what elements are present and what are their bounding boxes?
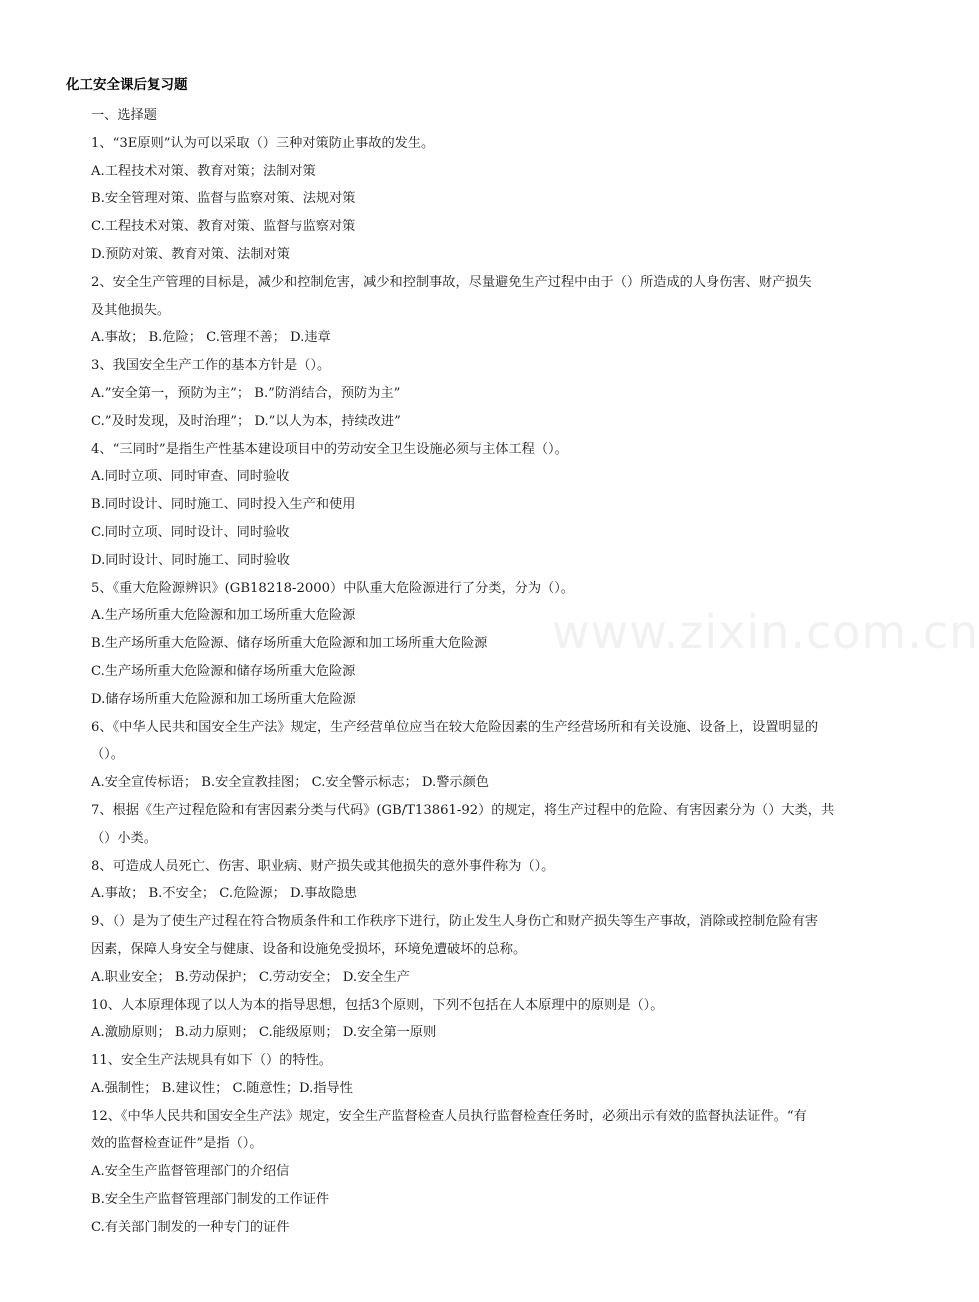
text-line: A.”安全第一，预防为主”； B.”防消结合，预防为主” (91, 385, 401, 401)
text-line: A.工程技术对策、教育对策；法制对策 (91, 163, 316, 179)
text-line: 12、《中华人民共和国安全生产法》规定，安全生产监督检查人员执行监督检查任务时，必须出示有效的监督执法证件。“有 (91, 1108, 807, 1124)
watermark: www.zixin.com.cn (552, 605, 979, 659)
text-line: 6、《中华人民共和国安全生产法》规定，生产经营单位应当在较大危险因素的生产经营场所和有关设施、设备上，设置明显的 (91, 719, 819, 735)
text-line: 9、（）是为了使生产过程在符合物质条件和工作秩序下进行，防止发生人身伤亡和财产损失等生产事故，消除或控制危险有害 (91, 914, 819, 930)
text-line: B.安全生产监督管理部门制发的工作证件 (91, 1192, 330, 1208)
text-line: 效的监督检查证件”是指（）。 (91, 1136, 263, 1152)
text-line: B.生产场所重大危险源、储存场所重大危险源和加工场所重大危险源 (91, 636, 488, 652)
text-line: 10、人本原理体现了以人为本的指导思想，包括3个原则，下列不包括在人本原理中的原则是（）。 (91, 997, 664, 1013)
text-line: B.安全管理对策、监督与监察对策、法规对策 (91, 191, 356, 207)
text-line: 因素，保障人身安全与健康、设备和设施免受损坏，环境免遭破坏的总称。 (91, 941, 527, 957)
text-line: C.生产场所重大危险源和储存场所重大危险源 (91, 663, 356, 679)
text-line: A.生产场所重大危险源和加工场所重大危险源 (91, 608, 356, 624)
text-line: C.”及时发现，及时治理”； D.”以人为本，持续改进” (91, 413, 401, 429)
text-line: B.同时设计、同时施工、同时投入生产和使用 (91, 497, 356, 513)
text-line: C.同时立项、同时设计、同时验收 (91, 524, 290, 540)
text-line: D.同时设计、同时施工、同时验收 (91, 552, 290, 568)
text-line: D.预防对策、教育对策、法制对策 (91, 246, 290, 262)
text-line: D.储存场所重大危险源和加工场所重大危险源 (91, 691, 356, 707)
text-line: （）。 (91, 747, 124, 763)
text-line: A.强制性； B.建议性； C.随意性；D.指导性 (91, 1080, 353, 1096)
text-line: A.职业安全； B.劳动保护； C.劳动安全； D.安全生产 (91, 969, 410, 985)
document-title: 化工安全课后复习题 (66, 77, 188, 93)
text-line: 3、我国安全生产工作的基本方针是（）。 (91, 358, 331, 374)
text-line: 1、“3E原则”认为可以采取（）三种对策防止事故的发生。 (91, 135, 435, 151)
text-line: C.工程技术对策、教育对策、监督与监察对策 (91, 219, 356, 235)
text-line: A.激励原则； B.动力原则； C.能级原则； D.安全第一原则 (91, 1025, 437, 1041)
text-line: A.事故； B.危险； C.管理不善； D.违章 (91, 330, 331, 346)
document-body (91, 102, 857, 1242)
text-line: 8、可造成人员死亡、伤害、职业病、财产损失或其他损失的意外事件称为（）。 (91, 858, 555, 874)
text-line: A.同时立项、同时审查、同时验收 (91, 469, 290, 485)
text-line: 5、《重大危险源辨识》(GB18218-2000）中队重大危险源进行了分类，分为（）。 (91, 580, 574, 596)
text-line: 一、选择题 (91, 108, 157, 123)
text-line: 7、根据《生产过程危险和有害因素分类与代码》(GB/T13861-92）的规定，将生产过程中的危险、有害因素分为（）大类，共 (91, 802, 835, 818)
text-line: A.事故； B.不安全； C.危险源； D.事故隐患 (91, 886, 358, 902)
text-line: 及其他损失。 (91, 302, 171, 318)
text-line: A.安全宣传标语； B.安全宣教挂图； C.安全警示标志； D.警示颜色 (91, 775, 489, 791)
text-line: A.安全生产监督管理部门的介绍信 (91, 1164, 290, 1180)
text-line: 11、安全生产法规具有如下（）的特性。 (91, 1053, 332, 1069)
text-line: C.有关部门制发的一种专门的证件 (91, 1219, 290, 1235)
text-line: 4、“三同时”是指生产性基本建设项目中的劳动安全卫生设施必须与主体工程（）。 (91, 441, 568, 457)
text-line: （）小类。 (91, 830, 157, 846)
text-line: 2、安全生产管理的目标是，减少和控制危害，减少和控制事故，尽量避免生产过程中由于（）所造成的人身伤害、财产损失 (91, 274, 812, 290)
